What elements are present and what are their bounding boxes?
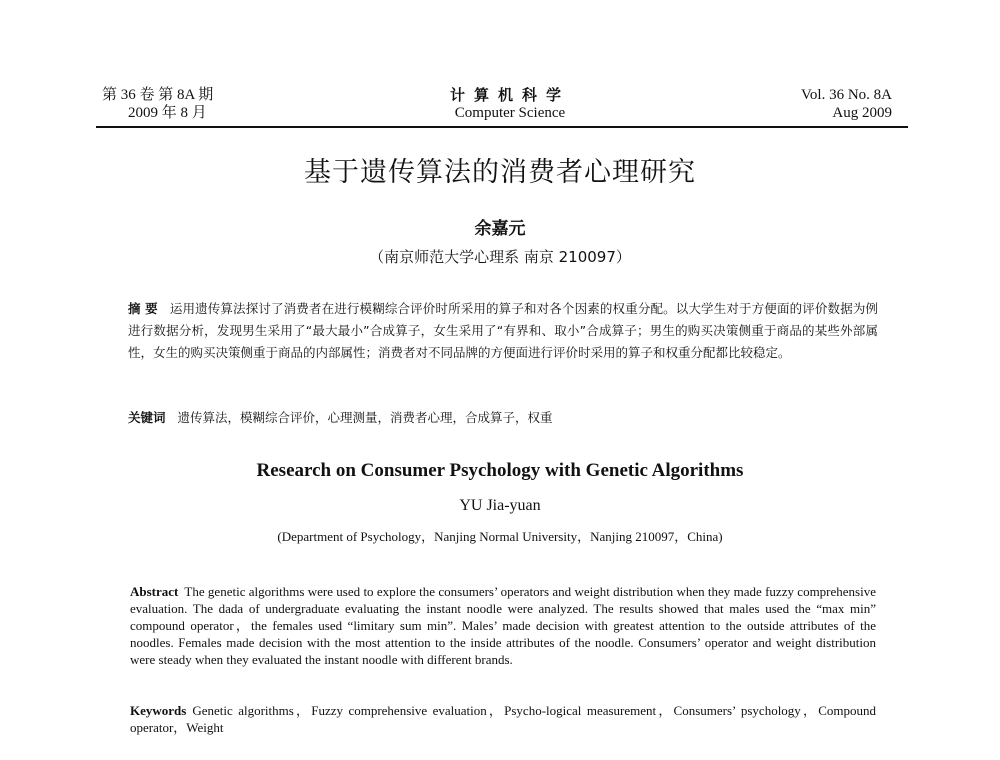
- keywords-cn-label: 关键词: [128, 410, 166, 425]
- issue-date-cn: 2009 年 8 月: [128, 105, 207, 121]
- journal-name-en: Computer Science: [454, 105, 566, 121]
- keywords-en: [130, 702, 876, 736]
- keywords-en-text: Genetic algorithms，Fuzzy comprehensive evaluation，Psycho-logical measurement，Consumers’ psychology，Compound operator，Weight: [130, 703, 876, 735]
- keywords-en-label: Keywords: [130, 703, 187, 718]
- header-rule: [96, 126, 908, 128]
- abstract-en-text: The genetic algorithms were used to explore the consumers’ operators and weight distribution when they made fuzzy comprehensive evaluation. The dada of undergraduate evaluating the instant noodle were analyzed. The results showed that males used the “max min” compound operator，the females used “limitary sum min”. Males’ made decision with greatest attention to the outside attributes of the noodles. Females made decision with the most attention to the inside attributes of the noodle. Consumers’ operator and weight distribution were steady when they evaluated the instant noodle with different brands.: [130, 584, 876, 667]
- abstract-en-label: Abstract: [130, 584, 179, 599]
- affiliation-cn: （南京师范大学心理系 南京 210097）: [369, 248, 631, 266]
- abstract-cn-text: 运用遗传算法探讨了消费者在进行模糊综合评价时所采用的算子和对各个因素的权重分配。以大学生对于方便面的评价数据为例进行数据分析，发现男生采用了“最大最小”合成算子，女生采用了“有界和、取小”合成算子；男生的购买决策侧重于商品的某些外部属性，女生的购买决策侧重于商品的内部属性；消费者对不同品牌的方便面进行评价时采用的算子和权重分配都比较稳定。: [128, 301, 878, 360]
- author-name-cn: 余嘉元: [474, 219, 526, 239]
- abstract-en: [130, 583, 876, 668]
- volume-issue: 第 36 卷 第 8A 期: [102, 87, 214, 103]
- journal-issue-info: [102, 86, 213, 122]
- affiliation-en: (Department of Psychology，Nanjing Normal University，Nanjing 210097，China): [277, 529, 723, 544]
- issue-date-en: Aug 2009: [832, 105, 892, 121]
- journal-name: [410, 86, 610, 122]
- journal-name-cn: 计算机科学: [449, 86, 570, 104]
- abstract-cn-label: 摘 要: [128, 301, 158, 316]
- abstract-cn: [128, 298, 878, 364]
- volume-number-en: Vol. 36 No. 8A: [801, 87, 892, 103]
- paper-title-cn: 基于遗传算法的消费者心理研究: [304, 157, 696, 188]
- paper-title-en: Research on Consumer Psychology with Genetic Algorithms: [256, 460, 744, 481]
- keywords-cn-text: 遗传算法，模糊综合评价，心理测量，消费者心理，合成算子，权重: [177, 410, 553, 425]
- keywords-cn: [128, 407, 878, 429]
- author-name-en: YU Jia-yuan: [459, 497, 541, 514]
- journal-volume-en: [801, 86, 892, 122]
